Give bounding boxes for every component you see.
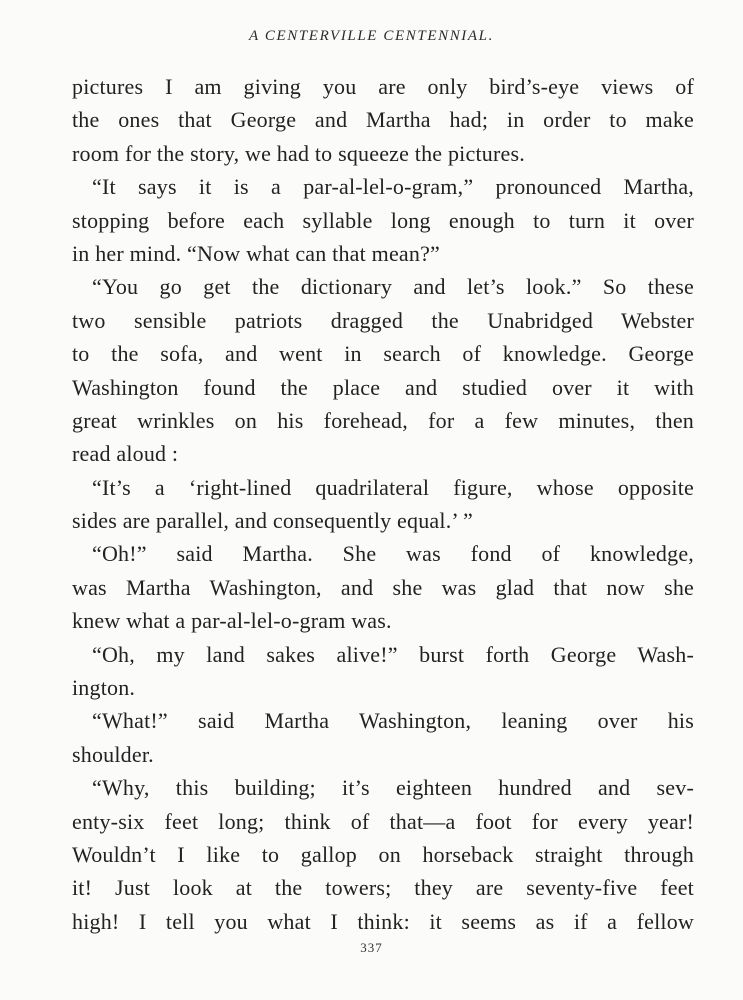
running-head: A CENTERVILLE CENTENNIAL. [249,28,494,44]
text-line: it! Just look at the towers; they are seventy-five feet [72,875,694,901]
body-text [72,70,694,938]
text-line: ington. [72,675,136,701]
text-line: stopping before each syllable long enough to turn it over [72,207,694,233]
text-line: “It says it is a par-al-lel-o-gram,” pronounced Martha, [92,174,694,200]
text-line: in her mind. “Now what can that mean?” [72,240,441,266]
text-line: “What!” said Martha Washington, leaning over his [92,708,694,734]
page-number: 337 [360,940,383,955]
text-line: “You go get the dictionary and let’s look.” So these [92,274,694,300]
text-line: “It’s a ‘right-lined quadrilateral figure, whose opposite [92,474,694,500]
text-line: room for the story, we had to squeeze the pictures. [72,140,525,166]
text-line: two sensible patriots dragged the Unabridged Webster [72,307,694,333]
text-line: to the sofa, and went in search of knowledge. George [72,341,694,367]
text-line: pictures I am giving you are only bird’s-eye views of [72,74,694,99]
text-line: “Why, this building; it’s eighteen hundred and sev- [92,775,694,801]
text-line: great wrinkles on his forehead, for a few minutes, then [72,407,694,433]
text-line: enty-six feet long; think of that—a foot for every year! [72,808,694,834]
text-line: high! I tell you what I think: it seems as if a fellow [72,908,694,934]
text-line: the ones that George and Martha had; in order to make [72,107,694,133]
text-line: shoulder. [72,741,154,767]
text-line: was Martha Washington, and she was glad that now she [72,574,694,600]
text-line: Washington found the place and studied over it with [72,374,694,400]
text-line: Wouldn’t I like to gallop on horseback straight through [72,841,694,867]
text-line: “Oh, my land sakes alive!” burst forth George Wash- [92,641,694,667]
text-line: read aloud : [72,441,179,467]
text-line: sides are parallel, and consequently equal.’ ” [72,508,473,534]
text-line: knew what a par-al-lel-o-gram was. [72,608,392,634]
text-line: “Oh!” said Martha. She was fond of knowledge, [92,541,694,567]
